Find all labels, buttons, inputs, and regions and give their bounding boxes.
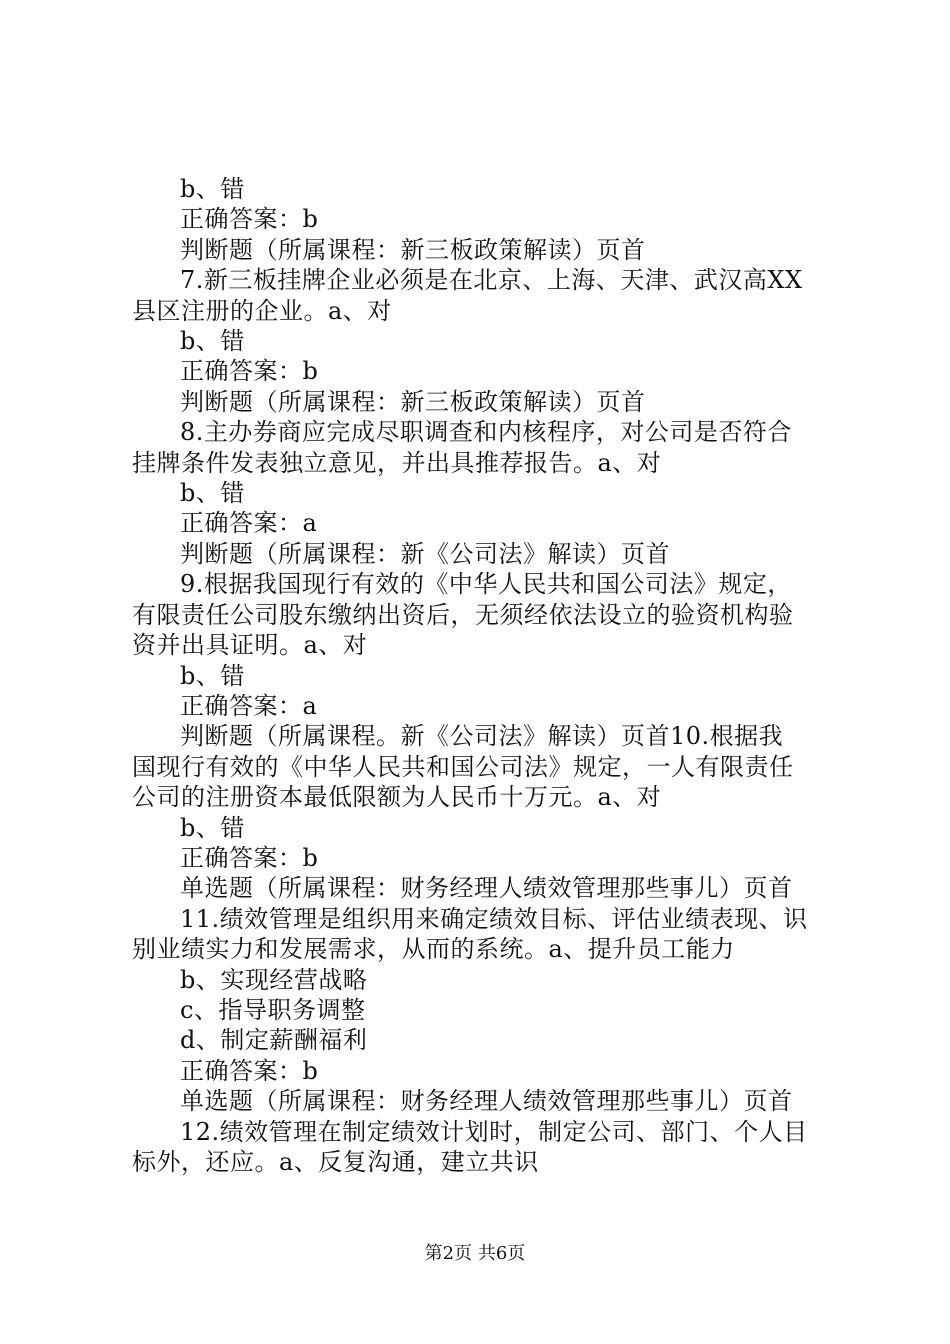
text-line: 9.根据我国现行有效的《中华人民共和国公司法》规定， (180, 570, 792, 599)
text-line: 正确答案：b (180, 205, 319, 234)
text-line: 正确答案：b (180, 843, 319, 872)
text-line: 7.新三板挂牌企业必须是在北京、上海、天津、武汉高XX (180, 266, 803, 295)
text-line: 正确答案：b (180, 1056, 319, 1085)
text-line: 判断题（所属课程：新三板政策解读）页首 (180, 235, 646, 264)
text-line: 单选题（所属课程：财务经理人绩效管理那些事儿）页首 (180, 874, 793, 903)
text-line: 11.绩效管理是组织用来确定绩效目标、评估业绩表现、识 (180, 904, 808, 933)
text-line: b、错 (180, 813, 245, 842)
text-line: 12.绩效管理在制定绩效计划时，制定公司、部门、个人目 (180, 1117, 808, 1146)
text-line: 判断题（所属课程：新三板政策解读）页首 (180, 387, 646, 416)
text-line: 挂牌条件发表独立意见，并出具推荐报告。a、对 (132, 448, 662, 477)
text-line: 正确答案：b (180, 357, 319, 386)
text-line: d、制定薪酬福利 (180, 1026, 368, 1055)
text-line: 别业绩实力和发展需求，从而的系统。a、提升员工能力 (132, 935, 735, 964)
text-line: b、实现经营战略 (180, 965, 368, 994)
text-line: 正确答案：a (180, 691, 318, 720)
page-footer: 第2页 共6页 (424, 1243, 526, 1264)
text-line: 正确答案：a (180, 509, 318, 538)
text-line: 单选题（所属课程：财务经理人绩效管理那些事儿）页首 (180, 1087, 793, 1116)
text-line: 有限责任公司股东缴纳出资后，无须经依法设立的验资机构验 (132, 600, 794, 629)
text-line: 公司的注册资本最低限额为人民币十万元。a、对 (132, 783, 662, 812)
text-line: 判断题（所属课程。新《公司法》解读）页首10.根据我 (180, 722, 784, 751)
text-line: 资并出具证明。a、对 (132, 631, 368, 660)
text-line: c、指导职务调整 (180, 995, 366, 1024)
text-line: b、错 (180, 175, 245, 203)
document-body (132, 174, 832, 1177)
text-line: 8.主办券商应完成尽职调查和内核程序，对公司是否符合 (180, 418, 792, 447)
text-line: b、错 (180, 327, 245, 356)
text-line: 县区注册的企业。a、对 (132, 296, 392, 325)
text-line: 标外，还应。a、反复沟通，建立共识 (132, 1148, 539, 1176)
text-line: b、错 (180, 479, 245, 508)
text-line: b、错 (180, 661, 245, 690)
text-line: 判断题（所属课程：新《公司法》解读）页首 (180, 539, 670, 568)
text-line: 国现行有效的《中华人民共和国公司法》规定，一人有限责任 (132, 752, 794, 781)
